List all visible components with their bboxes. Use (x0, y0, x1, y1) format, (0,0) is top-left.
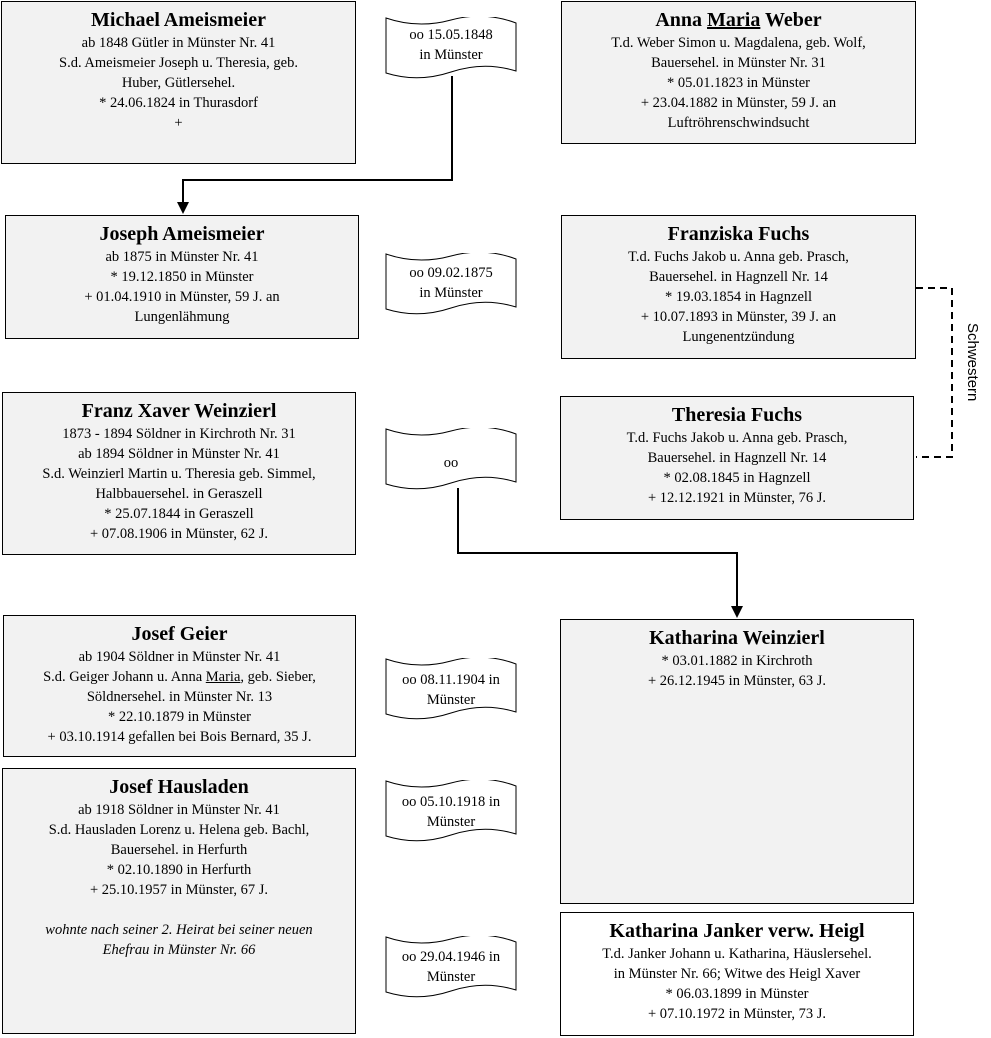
person-death: + 07.08.1906 in Münster, 62 J. (90, 526, 268, 542)
person-name: Franz Xaver Weinzierl (81, 400, 277, 422)
person-birth: * 06.03.1899 in Münster (665, 986, 809, 1002)
person-parents (4, 667, 355, 687)
person-parents-cont: Bauersehel. in Herfurth (110, 842, 248, 858)
person-birth: * 22.10.1879 in Münster (108, 709, 251, 725)
marriage-date: oo 05.10.1918 in (401, 794, 501, 810)
marriage-banner-1946 (385, 936, 517, 1000)
person-card-joseph-ameismeier[interactable] (5, 215, 359, 339)
marriage-place: Münster (426, 969, 476, 985)
person-death-cause: Luftröhrenschwindsucht (667, 115, 810, 131)
person-card-theresia-fuchs[interactable] (560, 396, 914, 520)
text-part-underlined: Maria (205, 669, 241, 685)
marriage-date: oo 09.02.1875 (409, 265, 493, 281)
siblings-bracket (916, 288, 952, 457)
marriage-place: Münster (426, 692, 476, 708)
marriage-banner-1904 (385, 658, 517, 722)
marriage-banner-1848 (385, 17, 517, 81)
person-occupation: 1873 - 1894 Söldner in Kirchroth Nr. 31 (62, 426, 296, 442)
person-name: Josef Hausladen (109, 776, 249, 798)
person-parents: S.d. Weinzierl Martin u. Theresia geb. Simmel, (42, 466, 316, 482)
person-death: + (174, 115, 183, 131)
descent-arrowhead-weinzierl (731, 606, 743, 618)
person-occupation: ab 1904 Söldner in Münster Nr. 41 (78, 649, 281, 665)
text-part: S.d. Geiger Johann u. Anna (43, 669, 206, 685)
person-note: wohnte nach seiner 2. Heirat bei seiner neuen (45, 922, 313, 938)
person-parents-cont: Huber, Gütlersehel. (121, 75, 236, 91)
person-name: Katharina Janker verw. Heigl (609, 920, 865, 942)
person-name: Theresia Fuchs (671, 404, 803, 426)
person-death: + 12.12.1921 in Münster, 76 J. (648, 490, 826, 506)
person-card-franz-xaver-weinzierl[interactable] (2, 392, 356, 555)
person-death-cause: Lungenentzündung (682, 329, 795, 345)
person-parents: T.d. Fuchs Jakob u. Anna geb. Prasch, (626, 430, 848, 446)
person-parents-cont: Bauersehel. in Hagnzell Nr. 14 (647, 450, 827, 466)
person-parents-cont: Halbbauersehel. in Geraszell (95, 486, 263, 502)
person-card-anna-maria-weber[interactable] (561, 1, 916, 144)
person-card-franziska-fuchs[interactable] (561, 215, 916, 359)
marriage-place: Münster (426, 814, 476, 830)
person-death: + 23.04.1882 in Münster, 59 J. an (640, 95, 837, 111)
person-parents: S.d. Ameismeier Joseph u. Theresia, geb. (59, 55, 298, 71)
person-note-cont: Ehefrau in Münster Nr. 66 (102, 942, 256, 958)
person-parents-cont: Bauersehel. in Münster Nr. 31 (651, 55, 826, 71)
person-death: + 26.12.1945 in Münster, 63 J. (648, 673, 826, 689)
marriage-date: oo 29.04.1946 in (401, 949, 501, 965)
person-occupation: ab 1848 Gütler in Münster Nr. 41 (81, 35, 276, 51)
person-parents: T.d. Fuchs Jakob u. Anna geb. Prasch, (628, 249, 849, 265)
person-parents: S.d. Hausladen Lorenz u. Helena geb. Bachl, (48, 822, 310, 838)
marriage-place: in Münster (419, 47, 483, 63)
person-birth: * 02.08.1845 in Hagnzell (663, 470, 811, 486)
siblings-label: Schwestern (964, 323, 981, 402)
person-death-cause: Lungenlähmung (134, 309, 230, 325)
person-death: + 25.10.1957 in Münster, 67 J. (90, 882, 268, 898)
person-card-michael-ameismeier[interactable] (1, 1, 356, 164)
person-card-josef-geier[interactable] (3, 615, 356, 757)
marriage-banner-weinzierl-fuchs (385, 428, 517, 492)
person-name: Joseph Ameismeier (99, 223, 265, 245)
person-name (562, 8, 915, 32)
name-part: Anna (655, 9, 708, 31)
person-occupation: ab 1875 in Münster Nr. 41 (105, 249, 259, 265)
person-death: + 07.10.1972 in Münster, 73 J. (648, 1006, 826, 1022)
person-name: Michael Ameismeier (91, 9, 266, 31)
marriage-banner-1918 (385, 780, 517, 844)
person-residence: in Münster Nr. 66; Witwe des Heigl Xaver (613, 966, 861, 982)
marriage-date: oo 15.05.1848 (409, 27, 493, 43)
person-death: + 01.04.1910 in Münster, 59 J. an (84, 289, 280, 305)
person-card-katharina-janker[interactable] (560, 912, 914, 1036)
person-name: Josef Geier (131, 623, 228, 645)
name-part-underlined: Maria (707, 9, 761, 31)
marriage-date: oo 08.11.1904 in (402, 672, 500, 688)
person-death: + 03.10.1914 gefallen bei Bois Bernard, 35 J. (47, 729, 312, 745)
person-name: Franziska Fuchs (667, 223, 810, 245)
person-birth: * 05.01.1823 in Münster (667, 75, 810, 91)
person-parents-cont: Söldnersehel. in Münster Nr. 13 (86, 689, 273, 705)
person-occupation-2: ab 1894 Söldner in Münster Nr. 41 (78, 446, 280, 462)
spacer (3, 900, 355, 920)
person-birth: * 03.01.1882 in Kirchroth (661, 653, 813, 669)
person-occupation: ab 1918 Söldner in Münster Nr. 41 (78, 802, 280, 818)
marriage-banner-1875 (385, 253, 517, 317)
person-card-katharina-weinzierl[interactable] (560, 619, 914, 904)
person-parents: T.d. Janker Johann u. Katharina, Häuslersehel. (602, 946, 872, 962)
person-birth: * 19.12.1850 in Münster (110, 269, 254, 285)
marriage-symbol: oo (443, 455, 459, 471)
person-parents: T.d. Weber Simon u. Magdalena, geb. Wolf, (611, 35, 866, 51)
person-parents-cont: Bauersehel. in Hagnzell Nr. 14 (649, 269, 828, 285)
text-part: , geb. Sieber, (240, 669, 316, 685)
person-birth: * 19.03.1854 in Hagnzell (665, 289, 812, 305)
person-birth: * 25.07.1844 in Geraszell (104, 506, 254, 522)
person-birth: * 24.06.1824 in Thurasdorf (99, 95, 258, 111)
marriage-place: in Münster (419, 285, 483, 301)
person-death: + 10.07.1893 in Münster, 39 J. an (640, 309, 837, 325)
person-birth: * 02.10.1890 in Herfurth (106, 862, 252, 878)
descent-arrowhead-ameismeier (177, 202, 189, 214)
person-name: Katharina Weinzierl (649, 627, 825, 649)
person-card-josef-hausladen[interactable] (2, 768, 356, 1034)
name-part: Weber (760, 9, 822, 31)
